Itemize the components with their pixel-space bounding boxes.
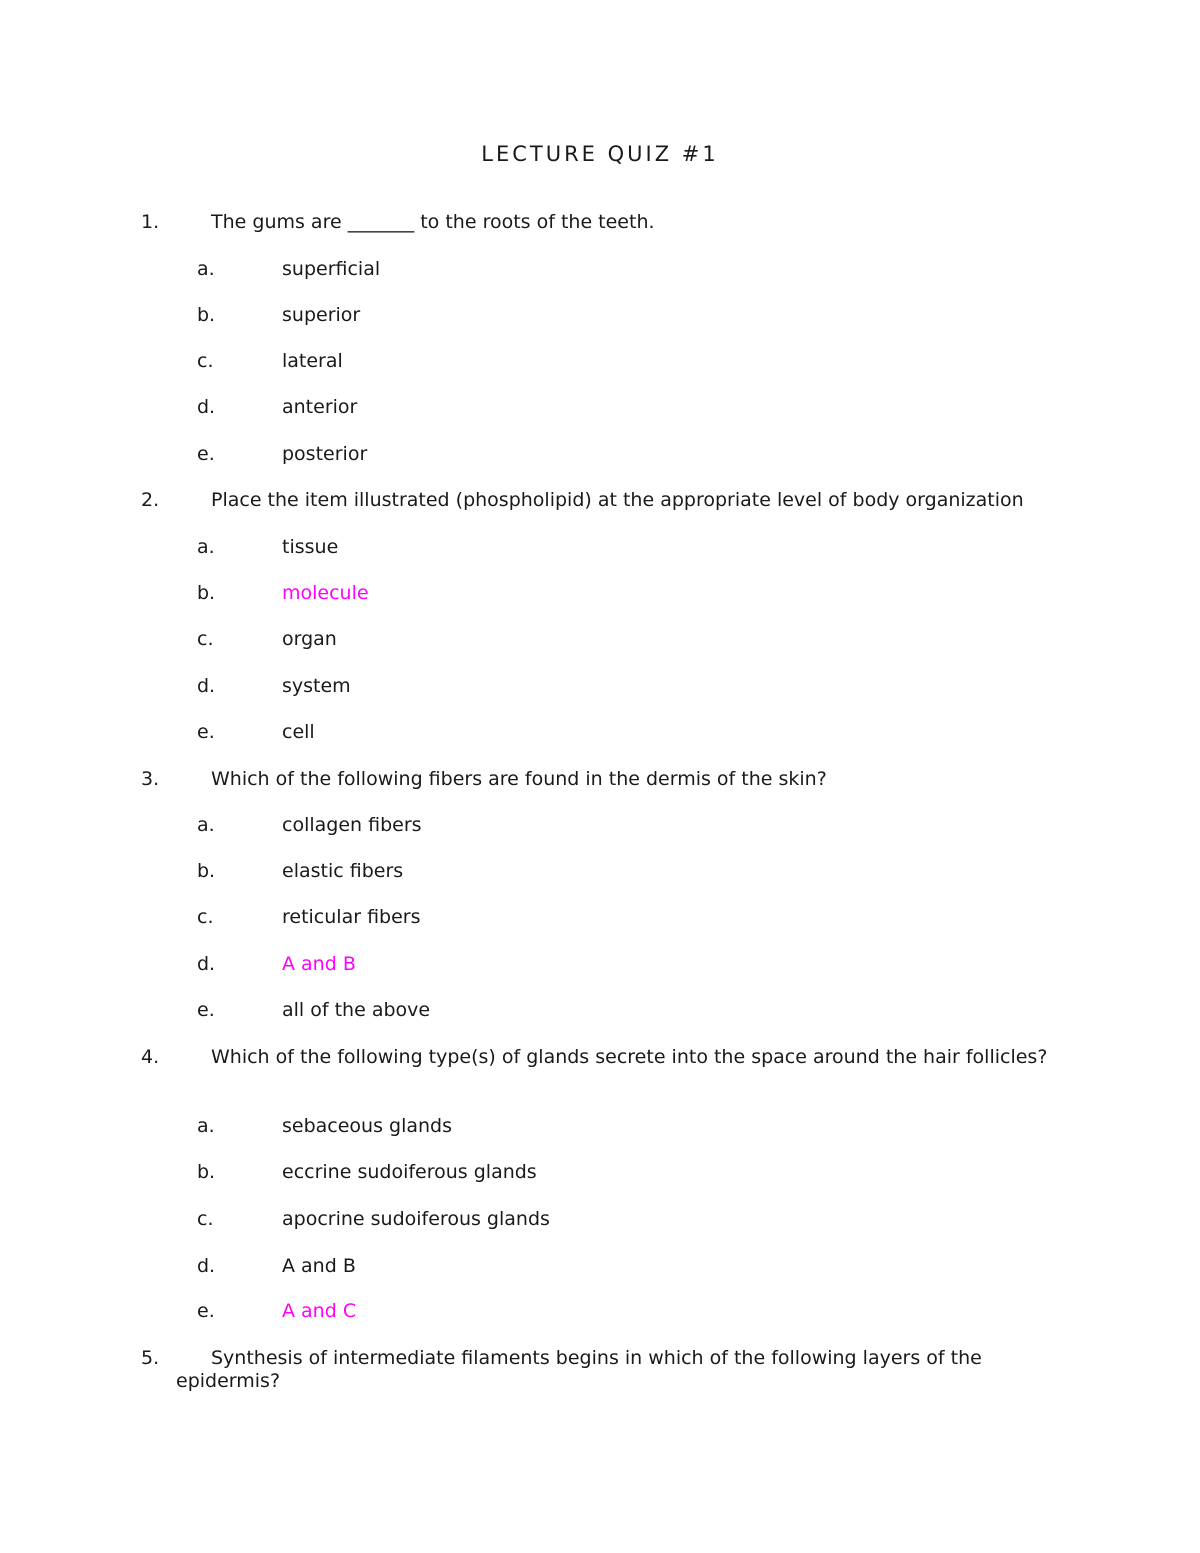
question-number: 4. bbox=[141, 1046, 160, 1068]
option-text: anterior bbox=[282, 396, 358, 418]
option-text: all of the above bbox=[282, 999, 431, 1021]
option-letter: e. bbox=[197, 721, 215, 743]
option-text: posterior bbox=[282, 443, 368, 465]
correct-answer-text: A and C bbox=[282, 1300, 357, 1322]
option-text: A and B bbox=[282, 1255, 356, 1277]
option-letter: b. bbox=[197, 860, 216, 882]
option-text: sebaceous glands bbox=[282, 1115, 453, 1137]
option-letter: e. bbox=[197, 1300, 215, 1322]
question-number: 1. bbox=[141, 211, 160, 233]
question-text: Which of the following fibers are found in the dermis of the skin? bbox=[211, 768, 827, 790]
question-number: 2. bbox=[141, 489, 160, 511]
option-letter: d. bbox=[197, 953, 216, 975]
question-text: The gums are _______ to the roots of the teeth. bbox=[211, 211, 655, 233]
option-letter: c. bbox=[197, 1208, 214, 1230]
question-number: 5. bbox=[141, 1347, 160, 1369]
option-letter: a. bbox=[197, 1115, 215, 1137]
option-letter: a. bbox=[197, 814, 215, 836]
option-text: lateral bbox=[282, 350, 343, 372]
option-letter: b. bbox=[197, 304, 216, 326]
question-text: Synthesis of intermediate filaments begins in which of the following layers of the epidermis? bbox=[176, 1347, 982, 1392]
option-letter: a. bbox=[197, 258, 215, 280]
option-letter: c. bbox=[197, 906, 214, 928]
option-letter: a. bbox=[197, 536, 215, 558]
option-letter: d. bbox=[197, 1255, 216, 1277]
option-letter: b. bbox=[197, 1161, 216, 1183]
option-letter: e. bbox=[197, 443, 215, 465]
option-text: system bbox=[282, 675, 351, 697]
option-text: organ bbox=[282, 628, 337, 650]
option-text: reticular fibers bbox=[282, 906, 421, 928]
option-text: eccrine sudoiferous glands bbox=[282, 1161, 537, 1183]
quiz-title: LECTURE QUIZ #1 bbox=[481, 142, 719, 166]
option-text: cell bbox=[282, 721, 315, 743]
option-letter: e. bbox=[197, 999, 215, 1021]
option-letter: c. bbox=[197, 628, 214, 650]
option-text: collagen fibers bbox=[282, 814, 422, 836]
option-letter: b. bbox=[197, 582, 216, 604]
option-text: superior bbox=[282, 304, 361, 326]
option-text: apocrine sudoiferous glands bbox=[282, 1208, 550, 1230]
question-text: Which of the following type(s) of glands secrete into the space around the hair follicles? bbox=[211, 1046, 1048, 1068]
option-text: superficial bbox=[282, 258, 381, 280]
question-text: Place the item illustrated (phospholipid) at the appropriate level of body organization bbox=[211, 489, 1024, 511]
option-letter: d. bbox=[197, 675, 216, 697]
option-letter: d. bbox=[197, 396, 216, 418]
option-text: elastic fibers bbox=[282, 860, 404, 882]
correct-answer-text: molecule bbox=[282, 582, 369, 604]
correct-answer-text: A and B bbox=[282, 953, 356, 975]
question-number: 3. bbox=[141, 768, 160, 790]
option-letter: c. bbox=[197, 350, 214, 372]
option-text: tissue bbox=[282, 536, 339, 558]
